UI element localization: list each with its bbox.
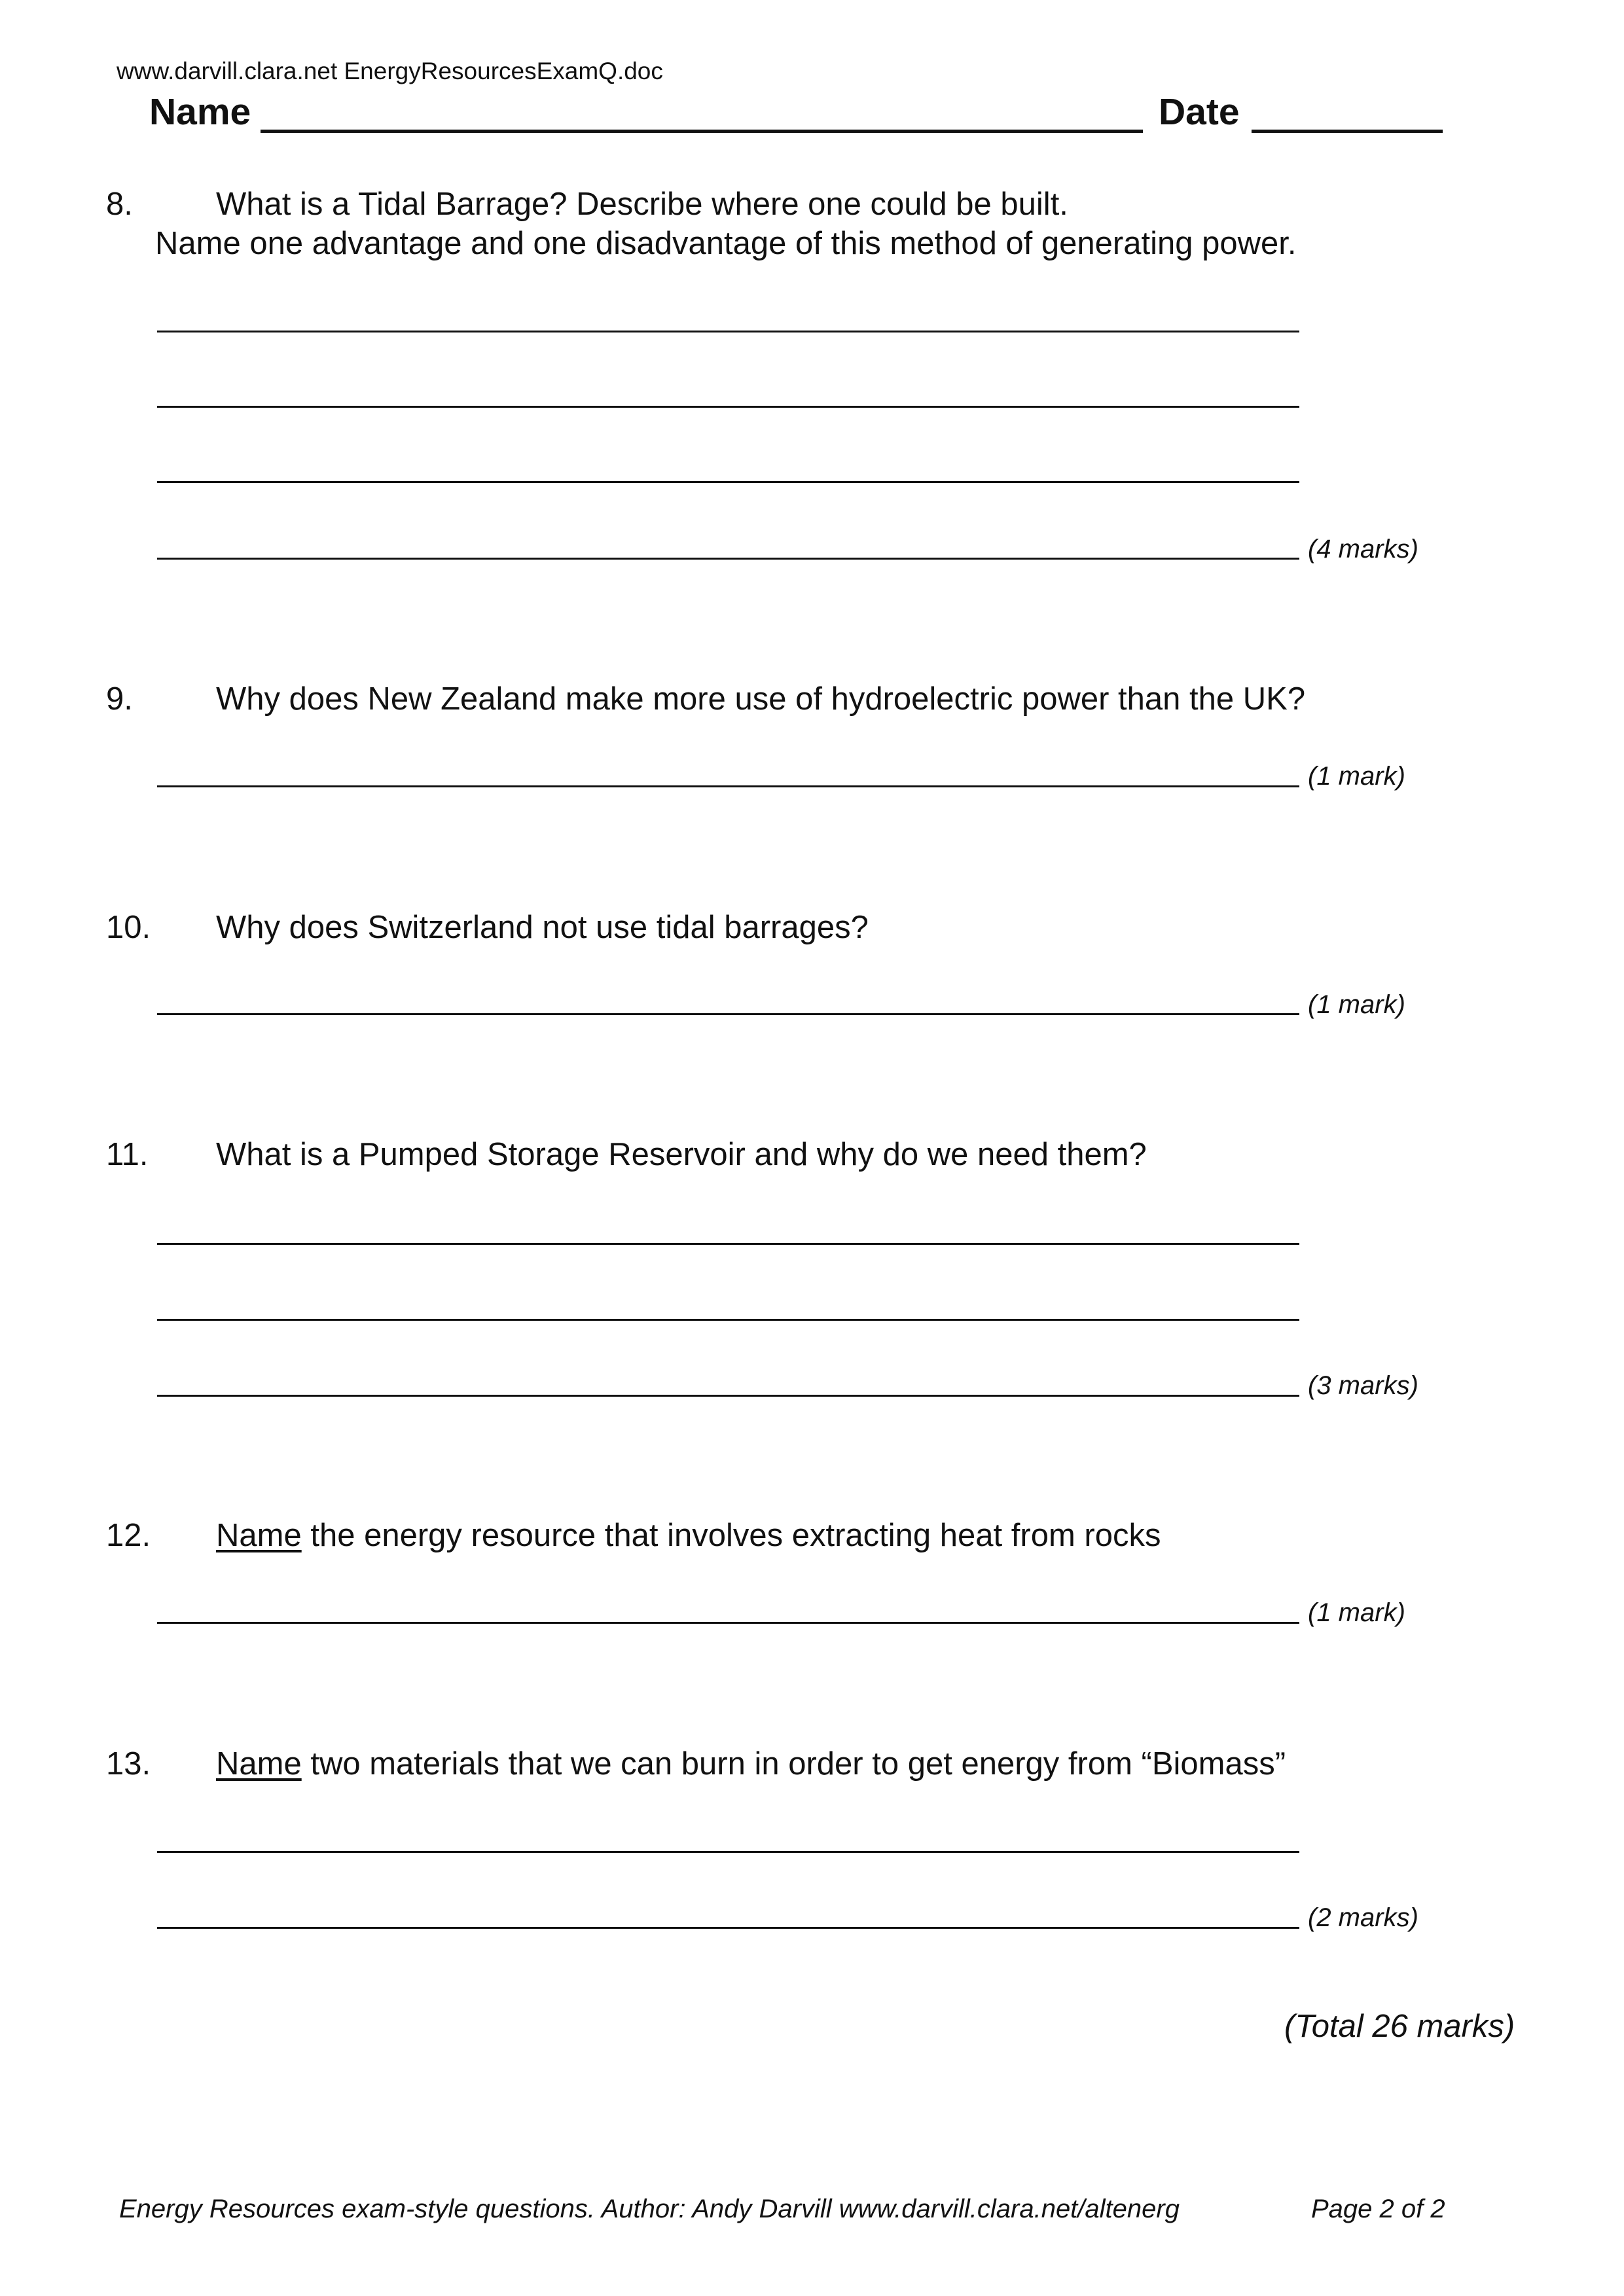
- question-12-number: 12.: [106, 1518, 151, 1553]
- question-12-text-rest: the energy resource that involves extracting heat from rocks: [301, 1518, 1161, 1553]
- question-9-text: Why does New Zealand make more use of hydroelectric power than the UK?: [216, 681, 1306, 717]
- question-11-marks: (3 marks): [1308, 1371, 1418, 1400]
- question-8-answer-line-3[interactable]: [157, 481, 1299, 483]
- question-10-number: 10.: [106, 910, 151, 945]
- question-8-marks: (4 marks): [1308, 535, 1418, 564]
- name-answer-line[interactable]: [261, 130, 1143, 133]
- question-8-text: What is a Tidal Barrage? Describe where one could be built.: [216, 187, 1068, 222]
- question-9-marks: (1 mark): [1308, 762, 1405, 791]
- question-12-marks: (1 mark): [1308, 1598, 1405, 1627]
- question-8-answer-line-4[interactable]: [157, 558, 1299, 560]
- question-13-answer-line-1[interactable]: [157, 1851, 1299, 1853]
- name-label: Name: [149, 91, 251, 133]
- question-13-text-rest: two materials that we can burn in order to get energy from “Biomass”: [301, 1746, 1286, 1782]
- question-8-answer-line-1[interactable]: [157, 331, 1299, 332]
- date-answer-line[interactable]: [1252, 130, 1443, 133]
- question-13-emphasis: Name: [216, 1746, 302, 1782]
- question-11-number: 11.: [106, 1137, 149, 1172]
- question-13-answer-line-2[interactable]: [157, 1927, 1299, 1929]
- question-10-text: Why does Switzerland not use tidal barrages?: [216, 910, 869, 945]
- question-11-answer-line-3[interactable]: [157, 1395, 1299, 1397]
- question-12-text: [216, 1517, 1161, 1554]
- page-number: Page 2 of 2: [1311, 2195, 1445, 2223]
- question-13-text: [216, 1746, 1286, 1782]
- date-label: Date: [1159, 91, 1240, 133]
- question-9-answer-line[interactable]: [157, 785, 1299, 787]
- question-8-answer-line-2[interactable]: [157, 406, 1299, 408]
- question-10-answer-line[interactable]: [157, 1013, 1299, 1015]
- site-file-header: www.darvill.clara.net EnergyResourcesExamQ.doc: [117, 58, 663, 84]
- total-marks: (Total 26 marks): [1284, 2009, 1515, 2044]
- question-13-number: 13.: [106, 1746, 151, 1782]
- question-11-answer-line-2[interactable]: [157, 1319, 1299, 1321]
- question-8-text-line-2: Name one advantage and one disadvantage of this method of generating power.: [155, 226, 1297, 261]
- question-13-marks: (2 marks): [1308, 1903, 1418, 1932]
- question-10-marks: (1 mark): [1308, 990, 1405, 1019]
- question-9-number: 9.: [106, 681, 133, 717]
- question-11-text: What is a Pumped Storage Reservoir and why do we need them?: [216, 1137, 1147, 1172]
- question-12-emphasis: Name: [216, 1518, 302, 1553]
- question-8-number: 8.: [106, 187, 133, 222]
- question-12-answer-line[interactable]: [157, 1622, 1299, 1624]
- question-11-answer-line-1[interactable]: [157, 1243, 1299, 1245]
- footer-credit: Energy Resources exam-style questions. Author: Andy Darvill www.darvill.clara.net/altenerg: [119, 2195, 1180, 2223]
